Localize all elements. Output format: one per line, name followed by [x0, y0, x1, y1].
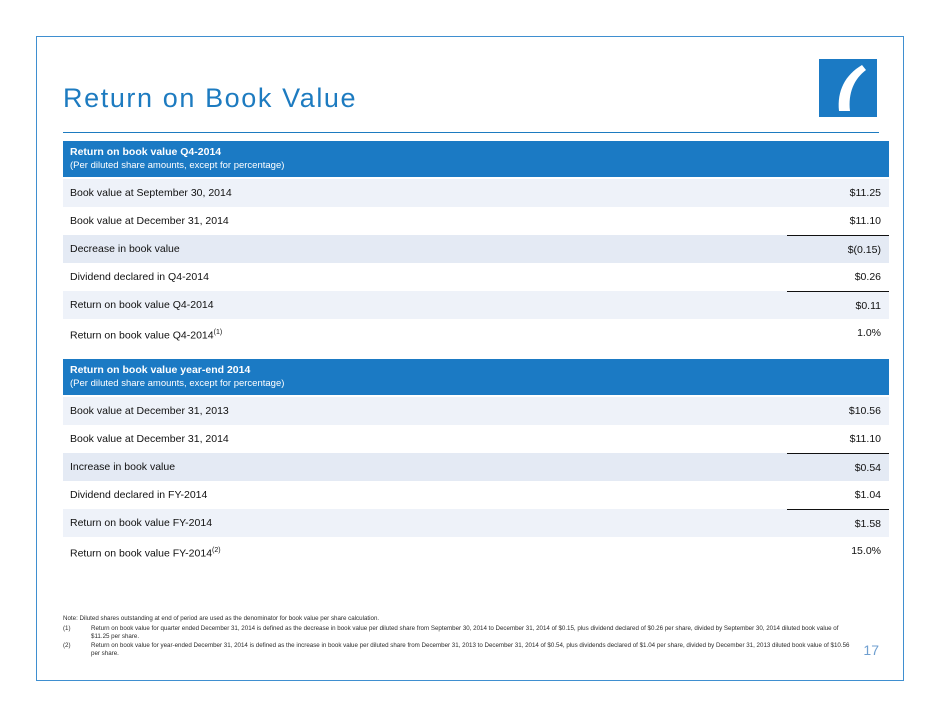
footnote-marker: (2): [212, 547, 221, 554]
footnote-marker: (1): [213, 329, 223, 336]
page-number: 17: [863, 642, 879, 658]
table-row: [63, 509, 889, 537]
row-label: Book value at December 31, 2013: [70, 405, 229, 417]
table-row: [63, 179, 889, 207]
company-logo: [819, 59, 877, 117]
row-label: Decrease in book value: [70, 243, 180, 255]
row-label: Book value at December 31, 2014: [70, 433, 229, 445]
row-label: Dividend declared in FY-2014: [70, 489, 208, 501]
table-row: [63, 425, 889, 453]
row-label-text: Return on book value FY-2014: [70, 547, 213, 560]
table-header: [63, 359, 889, 395]
table-header-title: Return on book value Q4-2014: [70, 146, 222, 158]
table-header: [63, 141, 889, 177]
row-label: Dividend declared in Q4-2014: [70, 271, 209, 283]
footnote-1: [63, 625, 853, 642]
footnotes-block: [63, 615, 853, 659]
table-row: [63, 207, 889, 235]
row-label: Return on book value Q4-2014: [70, 299, 214, 311]
table-row: [63, 397, 889, 425]
row-value: $(0.15): [787, 235, 889, 263]
row-value: 1.0%: [857, 327, 881, 339]
table-year-end-2014: [63, 359, 889, 565]
row-value: $1.04: [854, 489, 881, 501]
table-header-label: [63, 359, 787, 395]
table-header-value-cell: [787, 359, 889, 395]
row-label: [63, 537, 787, 565]
row-value: $11.10: [849, 433, 881, 445]
table-header-label: [63, 141, 787, 177]
footnote-2: [63, 642, 853, 659]
table-row: [63, 453, 889, 481]
row-value: $11.25: [849, 187, 881, 199]
row-value: $0.11: [787, 291, 889, 319]
note-text: Note: Diluted shares outstanding at end of period are used as the denominator for book value per share calculation.: [63, 615, 380, 622]
table-header-subtitle: (Per diluted share amounts, except for percentage): [70, 378, 285, 389]
footnote-2-marker: (2): [63, 641, 71, 649]
row-label: Book value at December 31, 2014: [70, 215, 229, 227]
table-row: [63, 319, 889, 347]
row-value: $10.56: [848, 405, 881, 417]
table-header-subtitle: (Per diluted share amounts, except for percentage): [70, 160, 285, 171]
row-value: $0.26: [854, 271, 881, 283]
table-row: [63, 537, 889, 565]
row-value: 15.0%: [851, 545, 881, 557]
row-value: $1.58: [787, 509, 889, 537]
footnote-2-text: Return on book value for year-ended December 31, 2014 is defined as the increase in book value per diluted share from December 31, 2013 to December 31, 2014 of $0.54, plus dividends declared of $1.04 per share, divided by December 31, 2013 diluted book value of $10.56 per share.: [91, 641, 850, 658]
row-value: $11.10: [849, 215, 881, 227]
logo-swoosh-icon: [819, 59, 877, 117]
table-q4-2014: [63, 141, 889, 347]
row-label: Increase in book value: [70, 461, 176, 473]
table-row: [63, 481, 889, 509]
table-row: [63, 291, 889, 319]
row-label: Book value at September 30, 2014: [70, 187, 232, 199]
table-header-value-cell: [787, 141, 889, 177]
table-header-title: Return on book value year-end 2014: [70, 364, 251, 376]
title-divider: [63, 132, 879, 133]
table-row: [63, 235, 889, 263]
row-label: [63, 319, 787, 347]
page-title: Return on Book Value: [63, 83, 358, 113]
footnote-1-text: Return on book value for quarter ended December 31, 2014 is defined as the decrease in book value per diluted share from September 30, 2014 to December 31, 2014 of $0.15, plus dividend declared of $0.26 per share, divided by September 30, 2014 diluted book value of $11.25 per share.: [91, 624, 839, 641]
table-row: [63, 263, 889, 291]
row-label: Return on book value FY-2014: [70, 517, 213, 529]
row-value: $0.54: [787, 453, 889, 481]
footnote-1-marker: (1): [63, 624, 71, 632]
slide: [36, 36, 904, 681]
row-label-text: Return on book value Q4-2014: [70, 329, 214, 342]
